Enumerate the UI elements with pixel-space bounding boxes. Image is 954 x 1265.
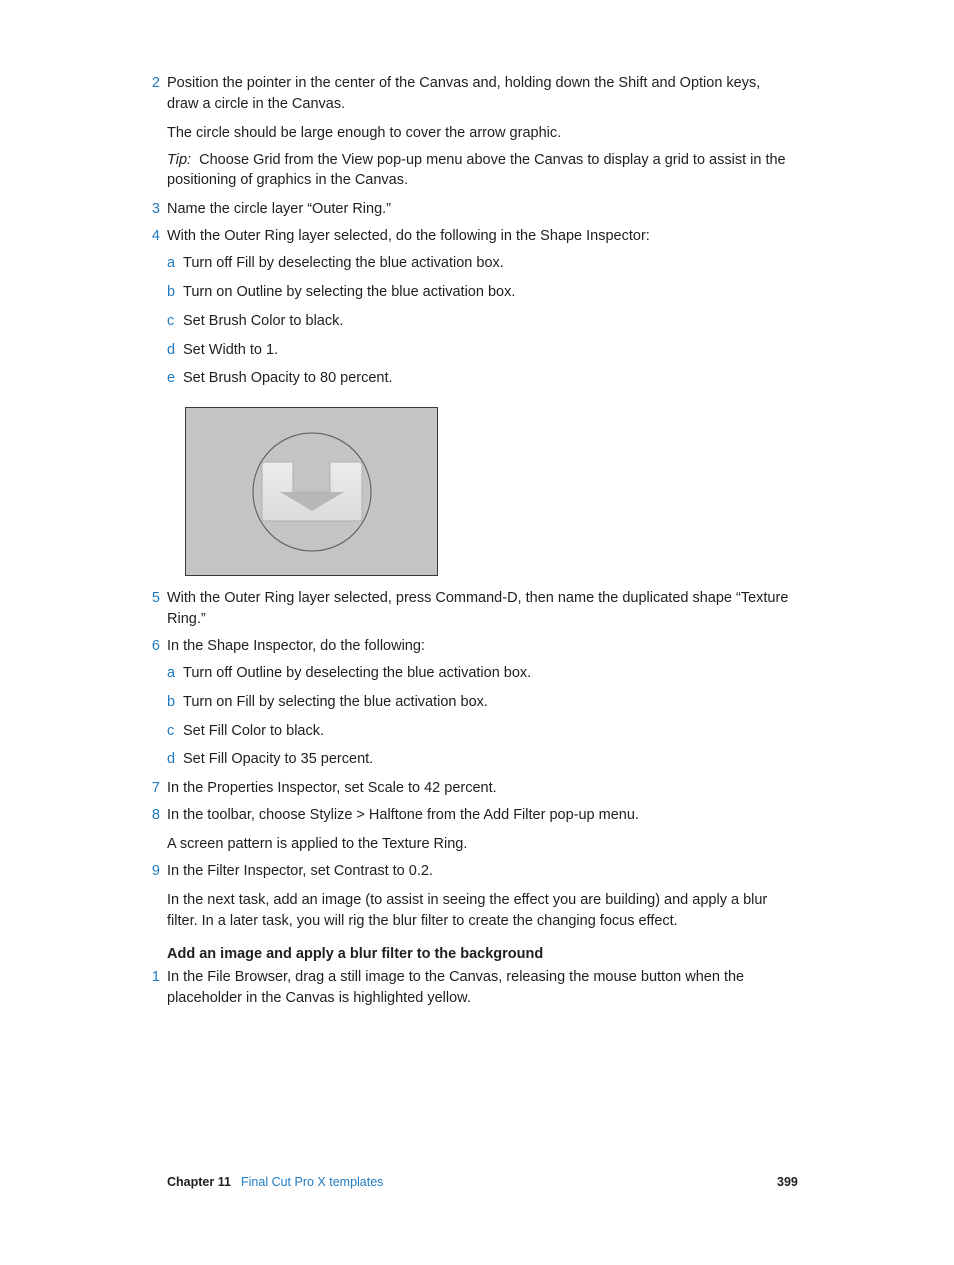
step-number: 4: [151, 228, 160, 244]
substep-letter: c: [167, 723, 175, 739]
step-number: 7: [151, 780, 160, 796]
substep-text: Set Brush Opacity to 80 percent.: [183, 370, 393, 386]
substep-text: Turn off Outline by deselecting the blue activation box.: [183, 665, 532, 681]
step-text: With the Outer Ring layer selected, press Command-D, then name the duplicated shape “Texture: [167, 590, 789, 606]
step-number: 1: [151, 969, 160, 985]
footer-chapter: Chapter 11: [167, 1175, 231, 1189]
step-text: placeholder in the Canvas is highlighted yellow.: [167, 990, 471, 1006]
substep-text: Set Fill Opacity to 35 percent.: [183, 751, 374, 767]
paragraph: filter. In a later task, you will rig the blur filter to create the changing focus effect.: [167, 913, 678, 929]
step-text: In the Shape Inspector, do the following:: [167, 638, 425, 654]
substep-text: Turn on Outline by selecting the blue activation box.: [183, 284, 516, 300]
canvas-illustration: [186, 408, 437, 575]
step-text: In the File Browser, drag a still image to the Canvas, releasing the mouse button when the: [167, 969, 745, 985]
step-note: A screen pattern is applied to the Texture Ring.: [167, 836, 468, 852]
section-heading: Add an image and apply a blur filter to the background: [167, 946, 544, 962]
tip-line: [167, 150, 797, 171]
step-number: 6: [151, 638, 160, 654]
footer-chapter-link[interactable]: Final Cut Pro X templates: [241, 1175, 384, 1189]
substep-letter: e: [167, 370, 176, 386]
arrow-graphic: [262, 462, 362, 521]
page-number: 399: [777, 1175, 798, 1189]
substep-letter: d: [167, 342, 176, 358]
tip-text: Choose Grid from the View pop-up menu above the Canvas to display a grid to assist in the: [199, 152, 786, 168]
step-text: With the Outer Ring layer selected, do the following in the Shape Inspector:: [167, 228, 650, 244]
substep-text: Set Fill Color to black.: [183, 723, 325, 739]
tip-label: Tip:: [167, 152, 192, 168]
step-number: 3: [151, 201, 160, 217]
step-text: draw a circle in the Canvas.: [167, 96, 346, 112]
step-text: Name the circle layer “Outer Ring.”: [167, 201, 392, 217]
paragraph: In the next task, add an image (to assist in seeing the effect you are building) and apply a blur: [167, 892, 768, 908]
step-text: Position the pointer in the center of the Canvas and, holding down the Shift and Option keys,: [167, 75, 761, 91]
step-text: In the Filter Inspector, set Contrast to 0.2.: [167, 863, 433, 879]
step-number: 8: [151, 807, 160, 823]
step-text: Ring.”: [167, 611, 206, 627]
step-note: The circle should be large enough to cover the arrow graphic.: [167, 125, 562, 141]
tip-text: positioning of graphics in the Canvas.: [167, 172, 409, 188]
substep-text: Set Brush Color to black.: [183, 313, 344, 329]
substep-letter: b: [167, 694, 176, 710]
step-number: 5: [151, 590, 160, 606]
step-number: 9: [151, 863, 160, 879]
substep-text: Set Width to 1.: [183, 342, 279, 358]
canvas-screenshot: [185, 407, 438, 576]
step-number: 2: [151, 75, 160, 91]
substep-letter: d: [167, 751, 176, 767]
substep-text: Turn on Fill by selecting the blue activation box.: [183, 694, 488, 710]
substep-text: Turn off Fill by deselecting the blue activation box.: [183, 255, 504, 271]
step-text: In the Properties Inspector, set Scale to 42 percent.: [167, 780, 497, 796]
substep-letter: b: [167, 284, 176, 300]
substep-letter: a: [167, 255, 176, 271]
substep-letter: a: [167, 665, 176, 681]
step-text: In the toolbar, choose Stylize > Halftone from the Add Filter pop-up menu.: [167, 807, 639, 823]
substep-letter: c: [167, 313, 175, 329]
